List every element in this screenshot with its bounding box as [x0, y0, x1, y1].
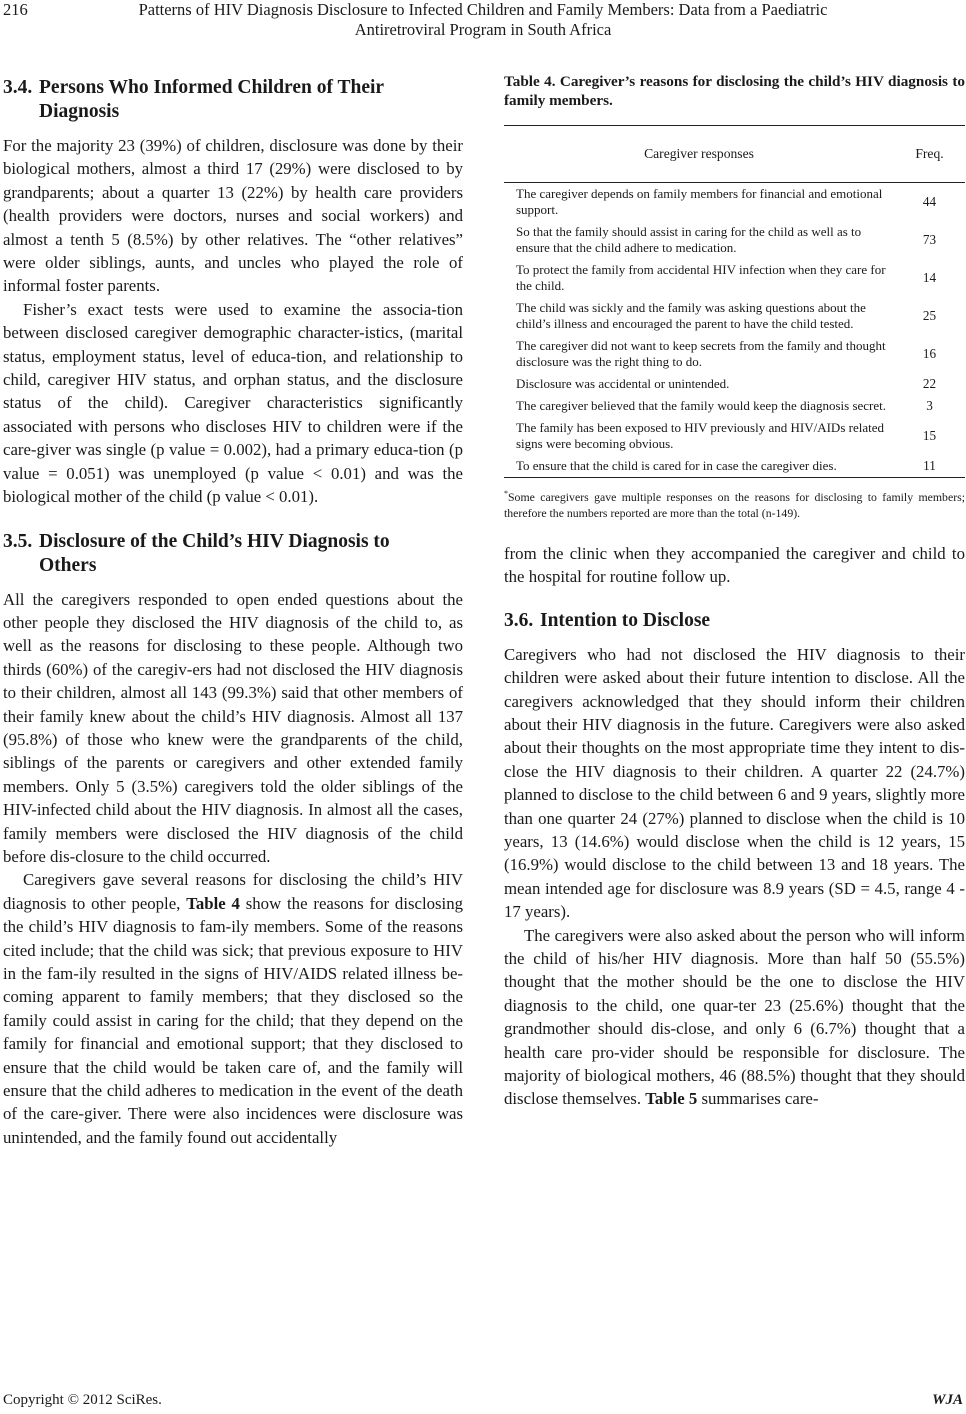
paragraph — [504, 924, 965, 1111]
section-title: Intention to Disclose — [540, 609, 711, 631]
response-cell: The child was sickly and the family was asking questions about the child’s illness and encouraged the parent to have the child tested. — [516, 300, 866, 331]
data-table — [504, 125, 965, 478]
column-header-freq: Freq. — [915, 146, 944, 161]
paragraph: from the clinic when they accompanied the caregiver and child to the hospital for routine follow up. — [504, 543, 965, 587]
response-cell: To protect the family from accidental HIV infection when they care for the child. — [516, 262, 886, 293]
section-title-continued: Diagnosis — [39, 101, 120, 122]
journal-abbreviation: WJA — [932, 1392, 963, 1408]
table-footnote — [504, 486, 965, 521]
paragraph-text: summarises care- — [697, 1089, 819, 1109]
table-row — [504, 455, 965, 477]
response-cell: The caregiver depends on family members for financial and emotional support. — [516, 186, 883, 217]
section-3-4-heading — [3, 76, 463, 124]
section-number: 3.4. — [3, 77, 33, 98]
response-cell: The family has been exposed to HIV previously and HIV/AIDs related signs were becoming obvious. — [516, 420, 884, 451]
running-title-line-1: Patterns of HIV Diagnosis Disclosure to Infected Children and Family Members: Data from a Paediatric — [138, 0, 828, 19]
table-row — [504, 221, 965, 259]
response-cell: So that the family should assist in caring for the child as well as to ensure that the child adhere to medication. — [516, 224, 862, 255]
running-title-line-2: Antiretroviral Program in South Africa — [354, 20, 612, 39]
table-body — [504, 183, 965, 477]
table-caption: Table 4. Caregiver’s reasons for disclosing the child’s HIV diagnosis to family members. — [504, 73, 965, 109]
paragraph-text: show the reasons for disclosing the child’s HIV diagnosis to fam-ily members. Some of the reasons cited include; that the child was sick; that previous exposure to HIV in the fam-ily resulted in the signs of HIV/AIDS related illness be-coming apparent to family members; that they disclosed so the family could assist in caring for the child; that they depend on the family for financial and emotional support; that they disclosed to ensure that the child would be taken care of, and the family will ensure that the child adheres to medication in the event of the death of the care-giver. There were also incidences were disclosure was unintended, and the family found out accidentally — [3, 893, 463, 1147]
table-row — [504, 373, 965, 395]
freq-cell: 15 — [922, 428, 937, 443]
paragraph: Caregivers who had not disclosed the HIV diagnosis to their children were asked about their future intention to disclose. All the caregivers acknowledged that they should inform their children about their HIV diagnosis in the future. Caregivers were also asked about their thoughts on the most appropriate time they intent to dis-close the HIV diagnosis to their children. A quarter 22 (24.7%) planned to disclose to the child between 6 and 9 years, slightly more than one quarter 24 (27%) planned to disclose when the child is 10 years, 13 (14.6%) would disclose when the child is 12 years, 15 (16.9%) would disclose to the child between 13 and 18 years. The mean intended age for disclosure was 8.9 years (SD = 4.5, range 4 - 17 years). — [504, 644, 965, 922]
paragraph: Fisher’s exact tests were used to examine the associa-tion between disclosed caregiver demographic character-istics, (marital status, employment status, level of educa-tion, and relationship to child, caregiver HIV status, and orphan status, and the disclosure status of the child). Caregiver characteristics significantly associated with persons who discloses HIV to children were if the care-giver was single (p value = 0.002), had a primary educa-tion (p value = 0.051) was unemployed (p value < 0.01) and was the biological mother of the child (p value < 0.01). — [3, 299, 463, 507]
freq-cell: 22 — [922, 376, 937, 391]
table-row — [504, 335, 965, 373]
running-title — [0, 0, 966, 40]
freq-cell: 25 — [922, 308, 937, 323]
section-title: Disclosure of the Child’s HIV Diagnosis to — [39, 530, 390, 552]
response-cell: The caregiver believed that the family would keep the diagnosis secret. — [516, 398, 886, 413]
table-row — [504, 417, 965, 455]
table-reference: Table 4 — [186, 893, 240, 913]
freq-cell: 3 — [926, 398, 933, 413]
copyright-notice: Copyright © 2012 SciRes. — [3, 1392, 162, 1408]
section-number: 3.6. — [504, 609, 534, 631]
freq-cell: 14 — [922, 270, 937, 285]
table-row — [504, 183, 965, 221]
response-cell: Disclosure was accidental or unintended. — [516, 376, 730, 391]
section-number: 3.5. — [3, 530, 33, 552]
page-header — [0, 0, 966, 44]
freq-cell: 44 — [922, 194, 937, 209]
paragraph-text: The caregivers were also asked about the person who will inform the child of his/her HIV diagnosis. More than half 50 (55.5%) thought that the mother should be the one to disclose the HIV diagnosis to the child, one quar-ter 23 (25.6%) thought that the grandmother should dis-close, and only 6 (6.7%) thought that a health care pro-vider should be responsible for disclosure. The majority of biological mothers, 46 (88.5%) thought that they should disclose themselves. — [504, 925, 965, 1109]
response-cell: The caregiver did not want to keep secrets from the family and thought disclosure was the right thing to do. — [516, 338, 886, 369]
page-number: 216 — [3, 0, 28, 19]
section-title-continued: Others — [39, 554, 97, 576]
freq-cell: 73 — [922, 232, 937, 247]
paragraph: For the majority 23 (39%) of children, disclosure was done by their biological mothers, almost a third 17 (29%) were disclosed to by grandparents; about a quarter 13 (22%) by health care providers (health providers were doctors, nurses and social workers) and almost a tenth 5 (8.5%) by other relatives. The “other relatives” were older siblings, aunts, and uncles who played the role of informal foster parents. — [3, 136, 463, 296]
table-header — [504, 126, 965, 183]
paragraph — [3, 868, 463, 1149]
right-column — [504, 68, 965, 1111]
section-3-6-heading — [504, 609, 965, 633]
table-reference: Table 5 — [645, 1089, 698, 1109]
table-row — [504, 395, 965, 417]
left-column — [3, 68, 463, 1149]
footnote-text: Some caregivers gave multiple responses on the reasons for disclosing to family members; therefore the numbers reported are more than the total (n-149). — [504, 489, 965, 520]
table-row — [504, 259, 965, 297]
section-title: Persons Who Informed Children of Their — [39, 77, 385, 98]
footnote-mark: * — [504, 489, 508, 498]
freq-cell: 16 — [922, 346, 937, 361]
table-row — [504, 297, 965, 335]
page-footer — [3, 1392, 965, 1409]
column-header-responses: Caregiver responses — [644, 146, 754, 161]
response-cell: To ensure that the child is cared for in case the caregiver dies. — [516, 458, 837, 473]
paragraph-text: Caregivers gave several reasons for disclosing the child’s HIV diagnosis to other people, — [3, 870, 463, 913]
freq-cell: 11 — [923, 458, 936, 473]
paragraph: All the caregivers responded to open ended questions about the other people they disclosed the HIV diagnosis of the child to, as well as the reasons for disclosing to these people. Although two thirds (60%) of the caregiv-ers had not disclosed the HIV diagnosis to their children, almost all 143 (99.3%) said that other members of their family knew about the child’s HIV diagnosis. Almost all 137 (95.8%) of those who knew were the grandparents of the child, siblings of the parents or caregivers and other extended family members. Only 5 (3.5%) caregivers told the older siblings of the HIV-infected child about the HIV diagnosis. In almost all the cases, family members were disclosed the HIV diagnosis of the child before dis-closure to the child occurred. — [3, 589, 463, 866]
section-3-5-heading — [3, 530, 463, 578]
